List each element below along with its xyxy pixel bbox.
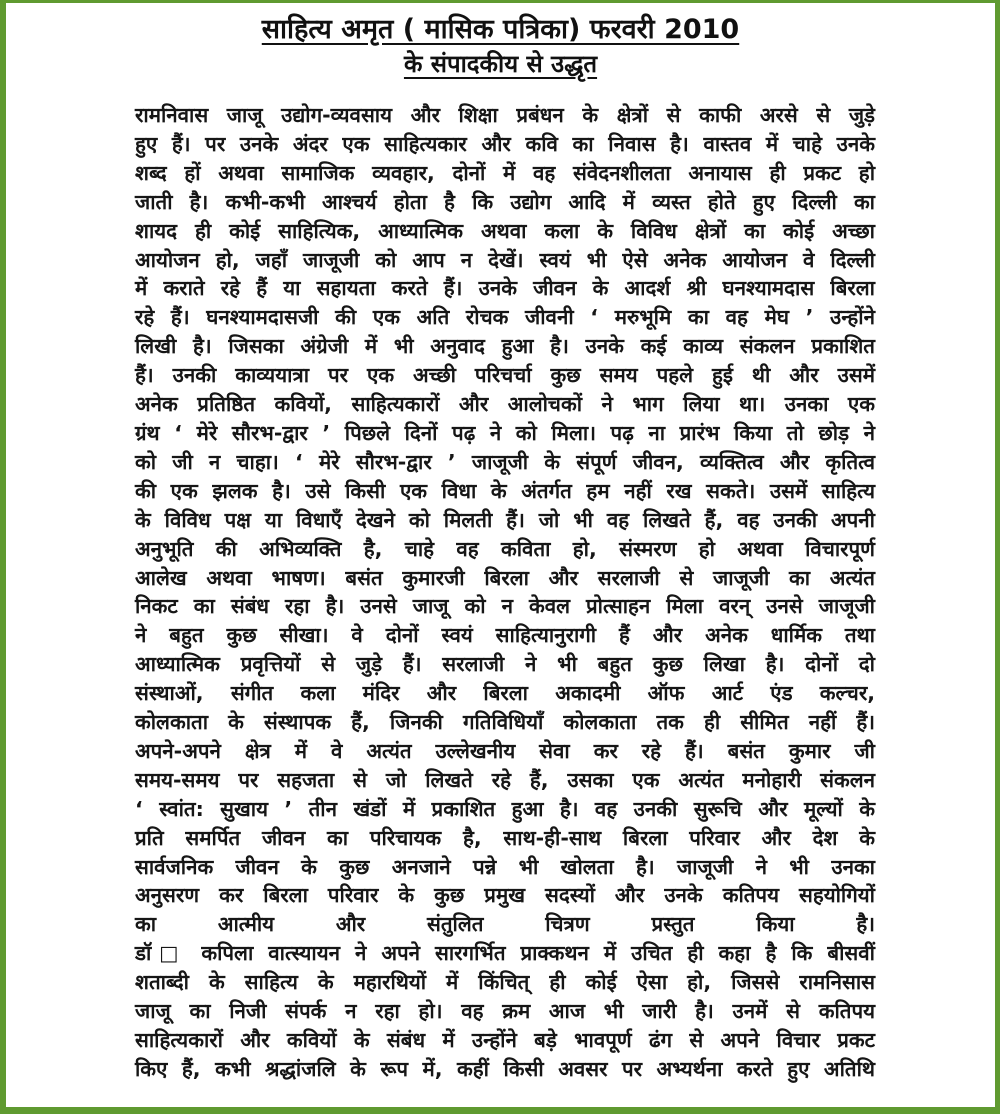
page-title: साहित्य अमृत ( मासिक पत्रिका) फरवरी 2010 bbox=[261, 14, 740, 45]
document-header bbox=[6, 13, 995, 79]
text-line: के विविध पक्ष या विधाएँ देखने को मिलती हैं। जो भी वह लिखते हैं, वह उनकी अपनी bbox=[135, 507, 875, 532]
page-subtitle: के संपादकीय से उद्धृत bbox=[403, 50, 598, 78]
text-line: हैं। उनकी काव्ययात्रा पर एक अच्छी परिचर्चा कुछ समय पहले हुई थी और उसमें bbox=[135, 363, 875, 388]
text-line: जाजू का निजी संपर्क न रहा हो। वह क्रम आज भी जारी है। उनमें से कतिपय bbox=[135, 999, 875, 1024]
text-line: लिखी है। जिसका अंग्रेजी में भी अनुवाद हुआ है। उनके कई काव्य संकलन प्रकाशित bbox=[135, 334, 875, 359]
text-line: का आत्मीय और संतुलित चित्रण प्रस्तुत किया है। bbox=[135, 912, 875, 937]
text-line: की एक झलक है। उसे किसी एक विधा के अंतर्गत हम नहीं रख सकते। उसमें साहित्य bbox=[135, 478, 875, 503]
text-line: डॉ□ कपिला वात्स्यायन ने अपने सारगर्भित प्राक्कथन में उचित ही कहा है कि बीसवीं bbox=[135, 941, 875, 966]
text-line: आयोजन हो, जहाँ जाजूजी को आप न देखें। स्वयं भी ऐसे अनेक आयोजन वे दिल्ली bbox=[135, 247, 875, 272]
text-line: कोलकाता के संस्थापक हैं, जिनकी गतिविधियाँ कोलकाता तक ही सीमित नहीं हैं। bbox=[135, 710, 875, 735]
text-line: आध्यात्मिक प्रवृत्तियों से जुड़े हैं। सरलाजी ने भी बहुत कुछ लिखा है। दोनों दो bbox=[135, 652, 875, 677]
text-line: आलेख अथवा भाषण। बसंत कुमारजी बिरला और सरलाजी से जाजूजी का अत्यंत bbox=[135, 565, 875, 590]
text-line: रहे हैं। घनश्यामदासजी की एक अति रोचक जीवनी ‘ मरुभूमि का वह मेघ ’ उन्होंने bbox=[135, 305, 875, 330]
text-line: को जी न चाहा। ‘ मेरे सौरभ-द्वार ’ जाजूजी के संपूर्ण जीवन, व्यक्तित्व और कृतित्व bbox=[135, 449, 875, 474]
text-line: प्रति समर्पित जीवन का परिचायक है, साथ-ही-साथ बिरला परिवार और देश के bbox=[135, 825, 875, 850]
text-line: शब्द हों अथवा सामाजिक व्यवहार, दोनों में वह संवेदनशीलता अनायास ही प्रकट हो bbox=[135, 160, 875, 185]
text-line: हुए हैं। पर उनके अंदर एक साहित्यकार और कवि का निवास है। वास्तव में चाहे उनके bbox=[135, 131, 875, 156]
text-line: सार्वजनिक जीवन के कुछ अनजाने पन्ने भी खोलता है। जाजूजी ने भी उनका bbox=[135, 854, 875, 879]
text-line: जाती है। कभी-कभी आश्चर्य होता है कि उद्योग आदि में व्यस्त होते हुए दिल्ली का bbox=[135, 189, 875, 214]
text-line: रामनिवास जाजू उद्योग-व्यवसाय और शिक्षा प्रबंधन के क्षेत्रों से काफी अरसे से जुड़े bbox=[135, 103, 875, 127]
text-line: किए हैं, कभी श्रद्धांजलि के रूप में, कहीं किसी अवसर पर अभ्यर्थना करते हुए अतिथि bbox=[135, 1056, 875, 1081]
document-body bbox=[135, 101, 875, 1084]
text-line: ग्रंथ ‘ मेरे सौरभ-द्वार ’ पिछले दिनों पढ़ ने को मिला। पढ़ ना प्रारंभ किया तो छोड़ ने bbox=[135, 420, 875, 445]
text-line: संस्थाओं, संगीत कला मंदिर और बिरला अकादमी ऑफ आर्ट एंड कल्चर, bbox=[135, 681, 875, 706]
text-line: अपने-अपने क्षेत्र में वे अत्यंत उल्लेखनीय सेवा कर रहे हैं। बसंत कुमार जी bbox=[135, 738, 875, 763]
text-line: अनेक प्रतिष्ठित कवियों, साहित्यकारों और आलोचकों ने भाग लिया था। उनका एक bbox=[135, 392, 875, 417]
text-line: समय-समय पर सहजता से जो लिखते रहे हैं, उसका एक अत्यंत मनोहारी संकलन bbox=[135, 767, 875, 792]
text-line: शताब्दी के साहित्य के महारथियों में किंचित् ही कोई ऐसा हो, जिससे रामनिसास bbox=[135, 970, 875, 995]
text-line: ‘ स्वांत: सुखाय ’ तीन खंडों में प्रकाशित हुआ है। वह उनकी सुरूचि और मूल्यों के bbox=[135, 796, 875, 821]
text-line: साहित्यकारों और कवियों के संबंध में उन्होंने बड़े भावपूर्ण ढंग से अपने विचार प्रकट bbox=[135, 1028, 875, 1052]
text-line: में कराते रहे हैं या सहायता करते हैं। उनके जीवन के आदर्श श्री घनश्यामदास बिरला bbox=[135, 276, 875, 301]
text-line: शायद ही कोई साहित्यिक, आध्यात्मिक अथवा कला के विविध क्षेत्रों का कोई अच्छा bbox=[135, 218, 875, 243]
text-line: निकट का संबंध रहा है। उनसे जाजू को न केवल प्रोत्साहन मिला वरन् उनसे जाजूजी bbox=[135, 594, 875, 619]
text-line: ने बहुत कुछ सीखा। वे दोनों स्वयं साहित्यानुरागी हैं और अनेक धार्मिक तथा bbox=[135, 623, 875, 648]
text-line: अनुसरण कर बिरला परिवार के कुछ प्रमुख सदस्यों और उनके कतिपय सहयोगियों bbox=[135, 883, 875, 908]
text-line: अनुभूति की अभिव्यक्ति है, चाहे वह कविता हो, संस्मरण हो अथवा विचारपूर्ण bbox=[135, 536, 875, 561]
